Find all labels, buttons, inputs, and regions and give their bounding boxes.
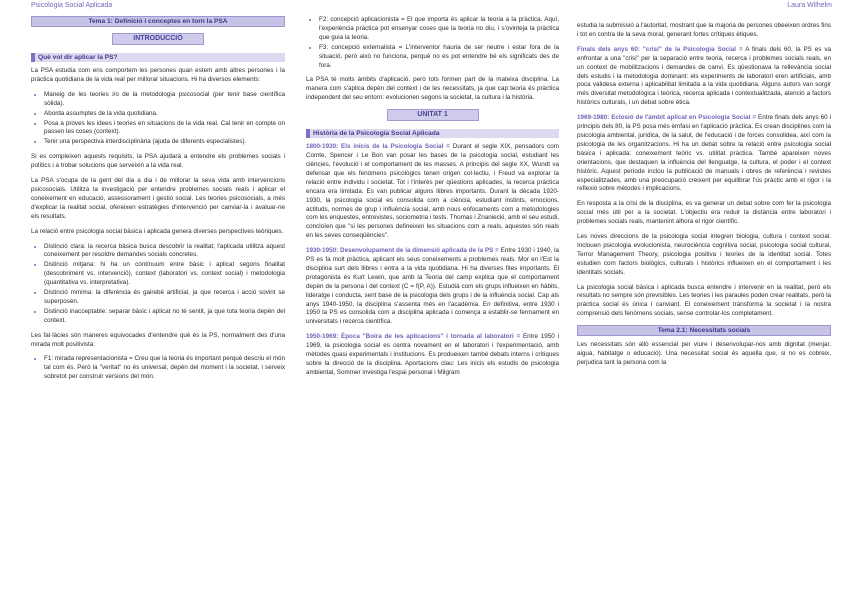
period-heading: 1930-1950: Desenvolupament de la dimensió aplicada de la PS = [306, 247, 499, 255]
section-heading: Història de la Psicologia Social Aplicada [306, 129, 559, 138]
period-text: Entre 1930 i 1940, la PS es fa molt pràctica, aplicant els seus coneixements a problemes reals. Mor en l'Est la disciplina surt dels llibres i entra a la vida quotidiana. Hi ha diverses fites importants. El protagonista és Kurt Lewin, que amb la Teoria del camp explica que el comportament depèn de la persona i del context (C = f(P, A)). Estudià com els grups influeixen en hàbits, lideratge i conducta, sent base de la psicologia dels grups i de la influència social. Cap als anys 1940-1950, la disciplina s'assenta més en l'acadèmia. En definitiva, entre 1930 i 1950 la PS es consolida com a disciplina aplicada i comença a establir-se fermament en universitats i recerca científica. [306, 247, 560, 326]
list-item: • F3: concepció externalista = L'interventor hauria de ser neutre i estar fora de la situació, però això no funciona, perquè no es pot entendre bé els significats des de fora. [319, 44, 559, 71]
column-2 [306, 16, 559, 384]
list-item: • Distinció mínima: la diferència és gairebé artificial, ja que recerca i acció sovint se superposen. [44, 289, 285, 307]
paragraph: La relació entre psicologia social bàsica i aplicada genera diverses perspectives teòriques. [31, 227, 284, 235]
bullet-list [306, 16, 559, 70]
period-text: A finals dels 60, la PS es va enfrontar a una "crisi" per la separació entre teoria, recerca i problemes socials reals, en un context de mobilitzacions i demandes de canvi. Es qüestionava la rellevància social dels estudis i la metodologia dominant: els experiments de laboratori eren artificials, amb poca validesa externa i aplicabilitat limitada a la vida quotidiana. Alguns autors van sorgir més diversitat metodològica i teòrica, recerca aplicada i contextualitzada, atenció a factors històrics culturals, i un debat sobre ètica. [577, 45, 831, 107]
paragraph [306, 247, 559, 327]
paragraph [306, 143, 559, 241]
bullet-list [31, 91, 285, 147]
paragraph: Les fal·làcies són maneres equivocades d'entendre què és la PS, normalment des d'una mirada molt positivista: [31, 331, 285, 348]
period-text: Entre 1950 i 1969, la psicologia social es centra novament en el laboratori i l'experimentació, amb mètodes quasi experimentals i institucions. Es produeixen també debats interns i crítiques sobre la direcció de la disciplina. Aportacions clau: Les inicis els estudis de psicologia ambiental, Sommer investiga l'espai personal i Milgram [306, 333, 559, 376]
period-heading: 1950-1969: Època "Boira de les aplicacions" i tornada al laboratori = [306, 333, 521, 341]
bullet-list [31, 243, 285, 326]
paragraph [577, 46, 831, 108]
paragraph [306, 333, 559, 378]
list-item: • Posa a proves les idees i teories en situacions de la vida real. Cal tenir en compte on passen les coses (context). [44, 120, 285, 138]
period-text: Durant el segle XIX, pensadors com Comte, Spencer i Le Bon van posar les bases de la psicologia social, estudiant les ciències, l'evolució i el comportament de les masses. A principis del segle XX, Wundt va defensar que els fenòmens psicològics tenen origen col·lectiu, i Freud va explorar la relació entre individu i societat. Tot i l'interès per qüestions aplicades, la recerca pràctica encara era limitada. Es van publicar alguns llibres importants. Durant la dècada 1920-1930, la psicologia social es consolida com a ciència, estudiant instints, emocions, actituds, normes de grup i influència social, amb nous enfocaments com a metodologies com les enquestes, entrevistes, sociometria i tests. Thomas i Znaniecki, amb el seu estudi, concloïen que "si les persones defineixen les situacions com a reals, aquestes són reals en les seves conseqüències". [306, 143, 560, 240]
list-item: • Distinció inacceptable: separar bàsic i aplicat no té sentit, ja que tota teoria depèn del context. [44, 308, 285, 326]
paragraph: La PSA estudia com ens comportem les persones quan estem amb altres persones i la pràctica quotidiana de la vida real per millorar situacions. Hi ha diversos elements: [31, 67, 285, 83]
period-heading: Finals dels anys 60: "crisi" de la Psicologia Social = [577, 45, 743, 53]
list-item: • Distinció mitjana: hi ha un contínuum entre bàsic i aplicat segons finalitat (descobriment vs. intervenció), context (laboratori vs. context social) i metodologia (quantitativa vs. interpretativa). [44, 261, 285, 288]
bullet-list [31, 355, 285, 382]
list-item: • Maneig de les teories i/o de la metodologia psicosocial (per tenir base científica sòlida). [44, 91, 285, 109]
paragraph: En resposta a la crisi de la disciplina, es va generar un debat sobre com fer la psicologia social més útil per a la societat. L'objectiu era reduir la distància entre laboratori i problemes socials reals, mantenint alhora el rigor científic. [577, 200, 831, 226]
list-item: • F1: mirada representacionista = Creu que la teoria és important perquè descriu el món tal com és. Però la "veritat" no és universal, depèn del moment i la societat, i serveix sobretot per construir versions del món. [44, 355, 285, 382]
column-1 [31, 16, 285, 388]
paragraph: La psicologia social bàsica i aplicada busca entendre i intervenir en la realitat, però els resultats no sempre són previsibles. Les teories i les paraules poden crear realitats, però la pràctica social és única i canviant. El coneixement transforma la societat i la nostra comprensió dels fenòmens socials, sense controlar-los completament. [577, 283, 831, 318]
document-header-right: Laura Wilhelm [787, 2, 832, 9]
column-3 [577, 22, 831, 374]
paragraph: estudia la submissió a l'autoritat, mostrant que la majoria de persones obeeixen ordres fins i tot en contra de la seva moral, generant fortes crítiques ètiques. [577, 22, 831, 38]
intro-label: INTRODUCCIÓ [112, 33, 204, 45]
paragraph: Les necessitats són allò essencial per viure i desenvolupar-nos amb dignitat (menjar, aigua, habitatge o educació). Una necessitat social és aquella que, si no es cobreix, perjudica tant la persona com la [577, 341, 831, 366]
paragraph: La PSA té molts àmbits d'aplicació, però tots formen part de la mateixa disciplina. La manera com s'aplica depèn del context i de les necessitats, ja que cap teoria és pràctica independent del seu entorn: evolucionen segons la societat, la cultura i la història. [306, 76, 559, 102]
list-item: • Distinció clara: la recerca bàsica busca descobrir la realitat; l'aplicada utilitza aquest coneixement per resoldre demandes socials concretes. [44, 243, 285, 261]
section-heading: Què vol dir aplicar la PS? [31, 53, 285, 62]
document-header-left: Psicologia Social Aplicada [31, 2, 113, 9]
list-item: • Aborda assumptes de la vida quotidiana. [44, 110, 285, 119]
topic-title: Tema 1: Definició i conceptes en torn la PSA [31, 16, 285, 27]
list-item: • Tenir una perspectiva interdisciplinària (ajuda de diferents especialistes). [44, 138, 285, 147]
paragraph: La PSA s'ocupa de la gent del dia a dia i de millorar la seva vida amb intervencions psicosocials. Utilitza la investigació per entendre problemes socials reals i aplicar el coneixement en educació, assessorament i gestió social. Les teories psicosocials, a més d'explicar la realitat social, ofereixen estratègies d'intervenció per canviar-la i avaluar-ne els resultats. [31, 177, 285, 220]
unit-label: UNITAT 1 [387, 109, 479, 121]
paragraph: Si es compleixen aquests requisits, la PSA ajudarà a entendre els problemes socials i polítics i a trobar solucions que serveixin a la vida real. [31, 153, 285, 170]
period-text: Entre finals dels anys 60 i principis dels 80, la PS posa més èmfasi en l'aplicació pràctica. Es crean disciplines com la psicologia ambiental, jurídica, de la salut, de l'educació i de forces consolidea, així com la psicologia de les organitzacions. Hi ha un debat sobre la relació entre psicologia social bàsica i aplicada: coneixement teòric vs. utilitat pràctica. També apareixen noves orientacions, que destaquen la influència del llenguatge, la cultura, el poder i el context històric. Aquest període inclou la publicació de manuals i obres de referència i revistes especialitzades, amb una preocupació creixent per equilibrar l'ús pràctic amb el rigor i la reflexió sobre mètodes i implicacions. [577, 114, 831, 193]
period-heading: 1800-1930: Els inicis de la Psicologia Social = [306, 143, 450, 151]
topic-title: Tema 2.1: Necessitats socials [577, 325, 831, 336]
period-heading: 1969-1980: Eclosió de l'àmbit aplicat en Psicologia Social = [577, 114, 756, 122]
list-item: • F2: concepció aplicacionista = El que importa és aplicar la teoria a la pràctica. Aquí, l'experiència pràctica pot ensenyar coses que la teoria no diu, i s'ovinteja la pràctica que guia la teoria. [319, 16, 559, 43]
paragraph [577, 114, 831, 194]
paragraph: Les noves direccions de la psicologia social integren biologia, cultura i context social. Inclouen psicologia evolucionista, neurociència cognitiva social, psicologia social cultural, Terror Management Theory, psicologia positiva i teories de la identitat social. Totes estudien com factors biològics, culturals i històrics influeixen en el comportament i les identitats socials. [577, 233, 831, 276]
